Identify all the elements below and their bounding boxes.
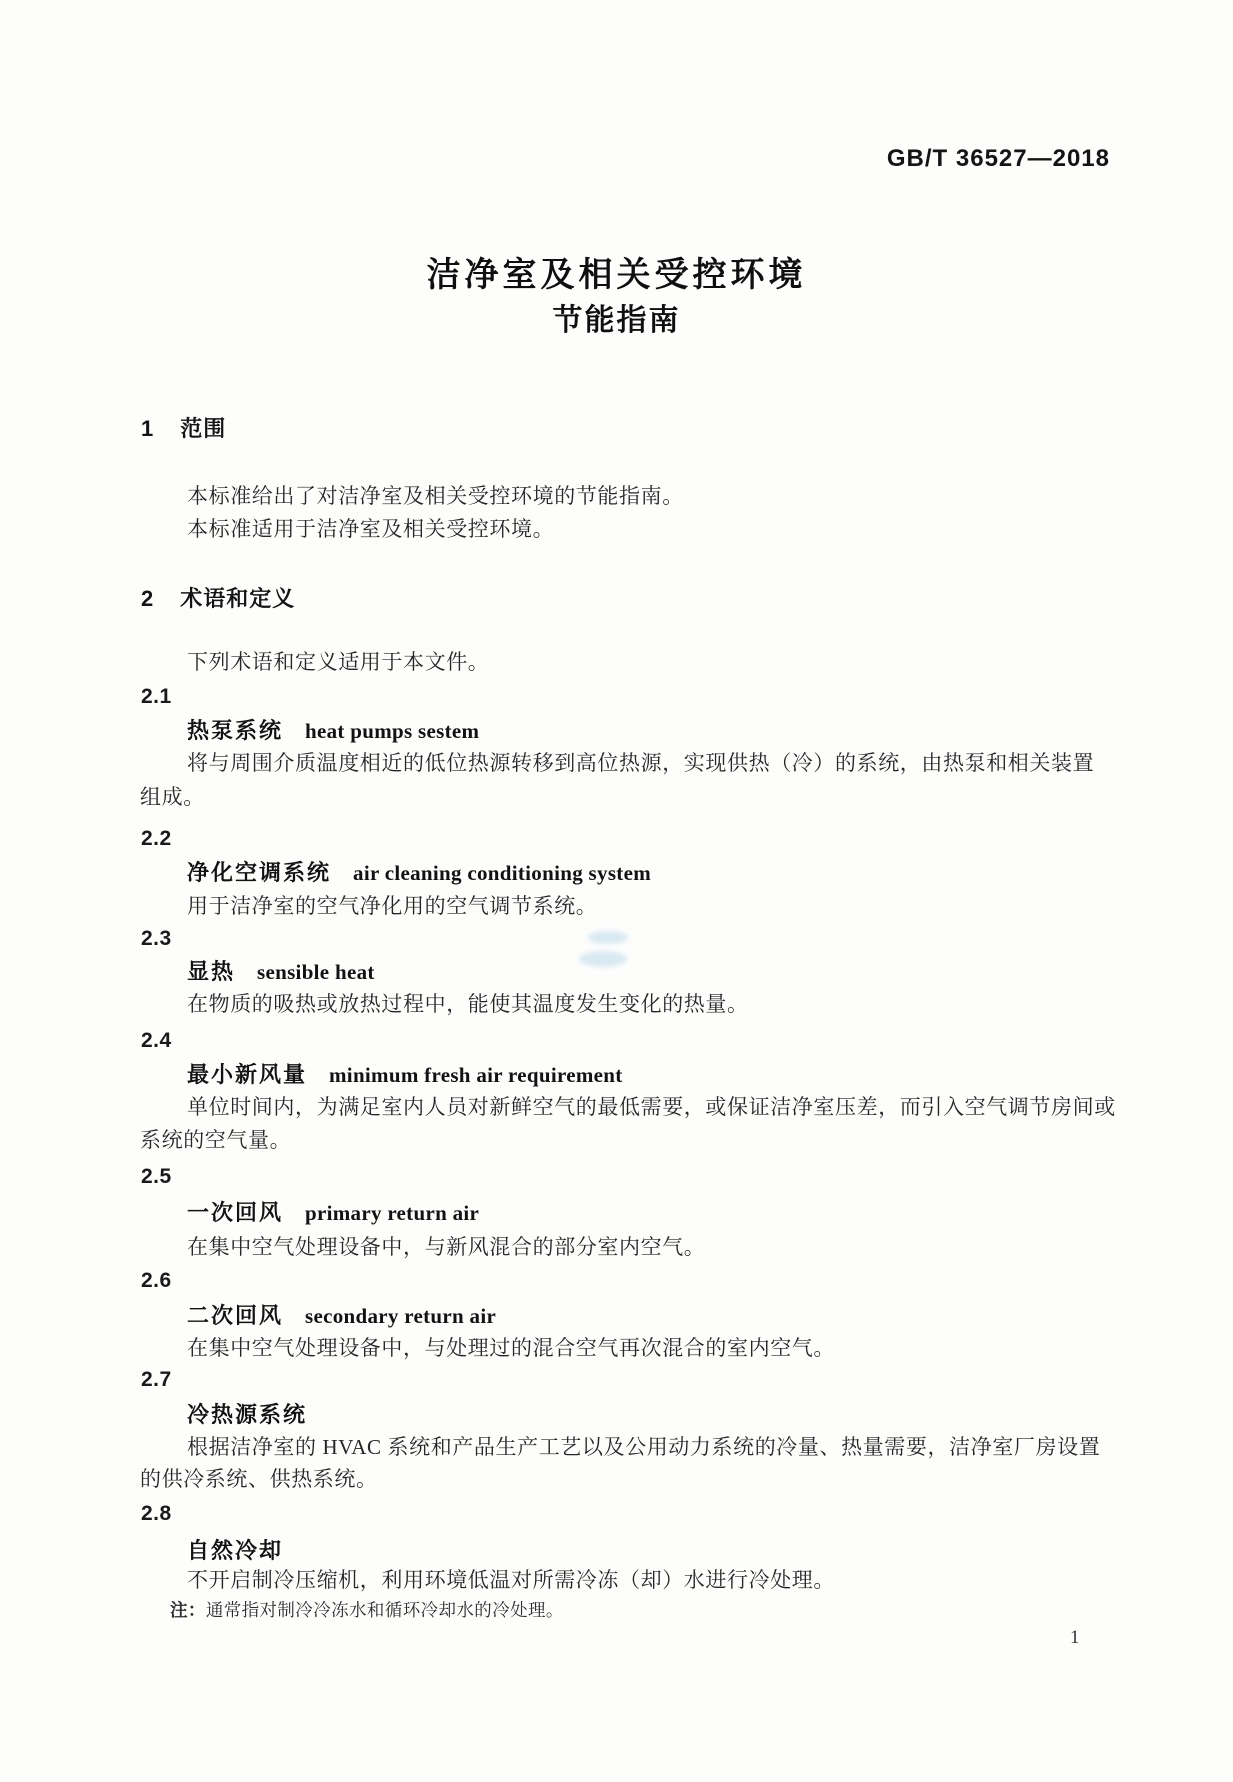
term-definition-line: 根据洁净室的 HVAC 系统和产品生产工艺以及公用动力系统的冷量、热量需要，洁净室厂房设置 <box>187 1435 1101 1459</box>
term-definition-line: 将与周围介质温度相近的低位热源转移到高位热源，实现供热（冷）的系统，由热泵和相关装置 <box>187 751 1095 775</box>
term-name-zh: 最小新风量 <box>187 1062 308 1087</box>
term-name-en: heat pumps sestem <box>305 719 480 743</box>
term-name-zh: 净化空调系统 <box>187 860 332 885</box>
term-heading <box>187 720 479 742</box>
term-number: 2.3 <box>141 927 172 950</box>
term-name-zh: 显热 <box>187 959 236 984</box>
term-number: 2.4 <box>141 1029 172 1052</box>
note-text: 通常指对制冷冷冻水和循环冷却水的冷处理。 <box>205 1600 564 1620</box>
term-heading <box>187 961 375 983</box>
document-title-line2: 节能指南 <box>552 304 681 337</box>
term-definition-line: 用于洁净室的空气净化用的空气调节系统。 <box>187 894 598 918</box>
term-definition-line: 的供冷系统、供热系统。 <box>140 1467 378 1491</box>
term-definition-line: 在集中空气处理设备中，与处理过的混合空气再次混合的室内空气。 <box>187 1336 835 1360</box>
clause-2-title: 术语和定义 <box>180 586 296 611</box>
term-name-en: primary return air <box>305 1201 480 1225</box>
term-number: 2.2 <box>141 827 172 850</box>
term-number: 2.5 <box>141 1165 172 1188</box>
term-definition-line: 不开启制冷压缩机，利用环境低温对所需冷冻（却）水进行冷处理。 <box>187 1568 835 1592</box>
term-note <box>170 1602 564 1620</box>
term-number: 2.6 <box>141 1269 172 1292</box>
term-number: 2.8 <box>141 1502 172 1525</box>
term-name-zh: 热泵系统 <box>187 718 284 743</box>
term-heading <box>187 1540 283 1562</box>
term-definition-line: 组成。 <box>140 785 205 809</box>
term-name-en: sensible heat <box>257 960 375 984</box>
term-heading <box>187 1305 496 1327</box>
term-name-en: minimum fresh air requirement <box>329 1063 623 1087</box>
clause-1-heading <box>141 418 226 440</box>
term-name-zh: 一次回风 <box>187 1200 284 1225</box>
term-heading <box>187 862 651 884</box>
clause-2-heading <box>141 588 295 610</box>
term-name-en: air cleaning conditioning system <box>353 861 651 885</box>
term-name-zh: 自然冷却 <box>187 1538 284 1563</box>
term-heading <box>187 1202 479 1224</box>
term-definition-line: 在物质的吸热或放热过程中，能使其温度发生变化的热量。 <box>187 992 749 1016</box>
term-definition-line: 系统的空气量。 <box>140 1128 292 1152</box>
term-heading <box>187 1064 623 1086</box>
scope-paragraph-2: 本标准适用于洁净室及相关受控环境。 <box>187 517 555 541</box>
standard-code: GB/T 36527—2018 <box>886 145 1110 172</box>
watermark-smudge <box>588 931 628 944</box>
term-name-en: secondary return air <box>305 1304 497 1328</box>
term-heading <box>187 1404 307 1426</box>
watermark-smudge <box>579 951 627 967</box>
document-title-line1: 洁净室及相关受控环境 <box>426 256 807 294</box>
clause-1-number: 1 <box>141 416 155 441</box>
term-number: 2.1 <box>141 685 172 708</box>
term-number: 2.7 <box>141 1368 172 1391</box>
term-name-zh: 二次回风 <box>187 1303 284 1328</box>
term-definition-line: 单位时间内，为满足室内人员对新鲜空气的最低需要，或保证洁净室压差，而引入空气调节房间或 <box>187 1095 1116 1119</box>
note-label: 注： <box>170 1600 206 1620</box>
page-number: 1 <box>1070 1627 1080 1648</box>
scope-paragraph-1: 本标准给出了对洁净室及相关受控环境的节能指南。 <box>187 484 684 508</box>
clause-2-number: 2 <box>141 586 155 611</box>
clause-1-title: 范围 <box>180 416 227 441</box>
terms-intro: 下列术语和定义适用于本文件。 <box>187 650 490 674</box>
term-definition-line: 在集中空气处理设备中，与新风混合的部分室内空气。 <box>187 1235 706 1259</box>
term-name-zh: 冷热源系统 <box>187 1402 308 1427</box>
